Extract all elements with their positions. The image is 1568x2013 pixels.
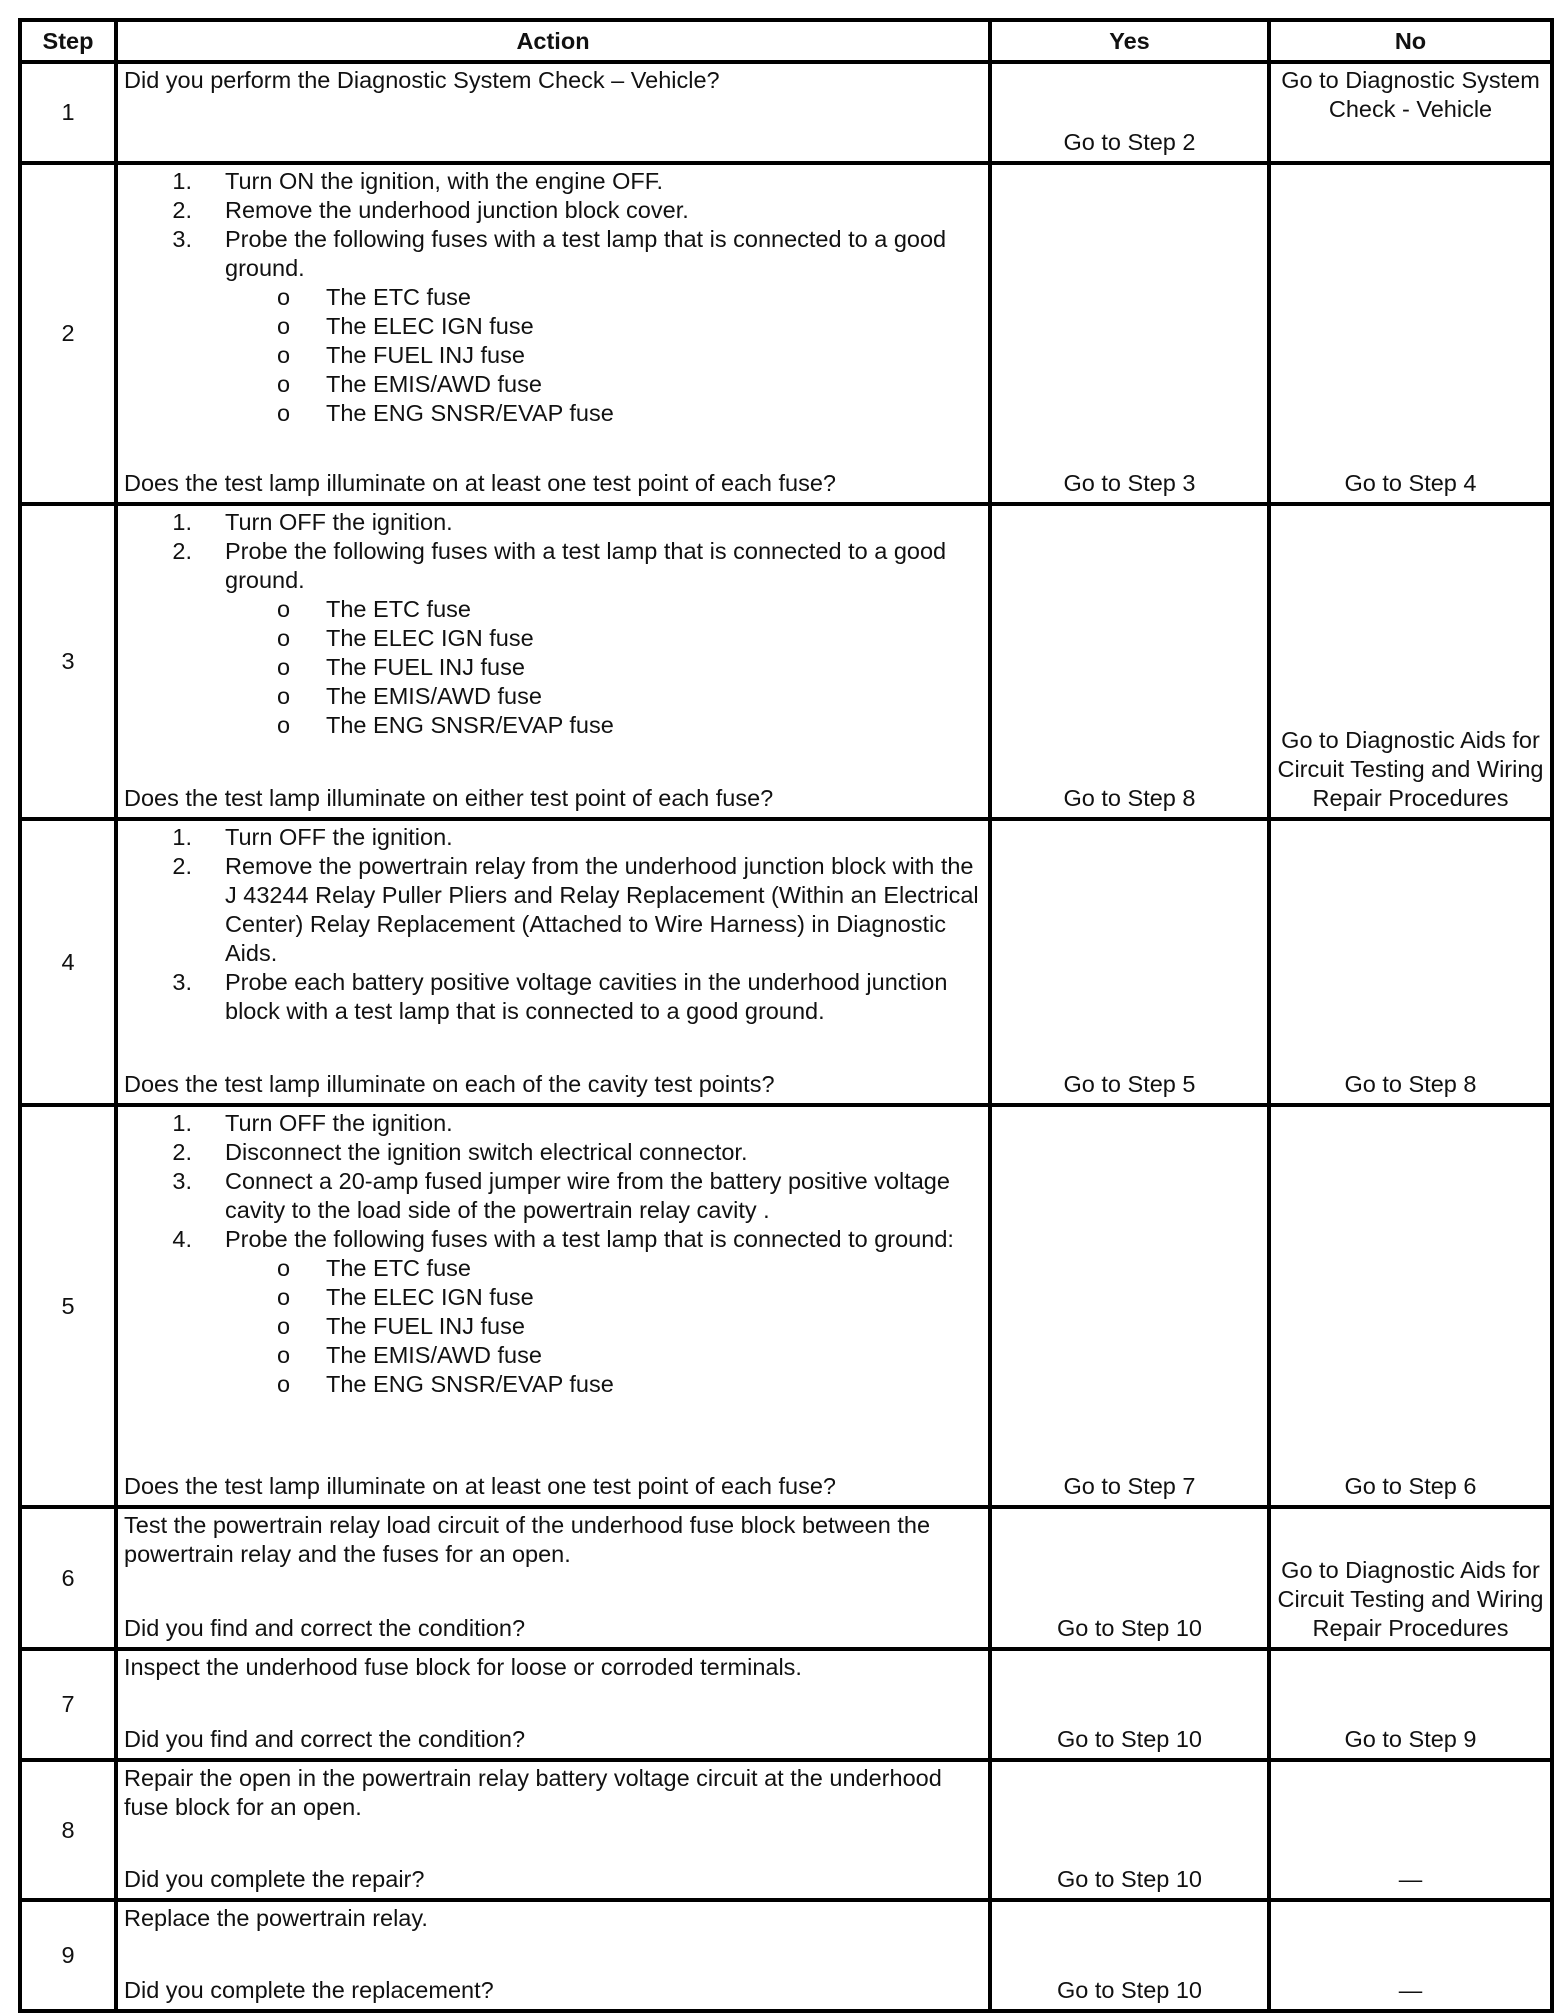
action-intro: Replace the powertrain relay. — [124, 1905, 428, 1931]
fuse-list-item: o The ENG SNSR/EVAP fuse — [326, 1370, 982, 1399]
action-body — [124, 66, 982, 95]
header-yes: Yes — [990, 20, 1269, 62]
yes-result: Go to Step 10 — [990, 1649, 1269, 1760]
action-body — [124, 1653, 982, 1682]
procedure-item-text: Turn OFF the ignition. — [225, 509, 453, 535]
fuse-list-item: o The EMIS/AWD fuse — [326, 1341, 982, 1370]
procedure-item — [225, 823, 982, 852]
yes-result: Go to Step 2 — [990, 62, 1269, 163]
fuse-list-item: o The ELEC IGN fuse — [326, 624, 982, 653]
fuse-list-item: o The ELEC IGN fuse — [326, 1283, 982, 1312]
action-body — [124, 1904, 982, 1933]
procedure-item — [225, 508, 982, 537]
yes-result: Go to Step 8 — [990, 504, 1269, 819]
action-question: Does the test lamp illuminate on each of the cavity test points? — [124, 1071, 775, 1097]
procedure-item — [225, 537, 982, 740]
step-number: 9 — [20, 1900, 116, 2011]
action-cell — [116, 62, 990, 163]
fuse-list — [225, 283, 982, 428]
fuse-list-item: o The EMIS/AWD fuse — [326, 370, 982, 399]
action-cell — [116, 163, 990, 504]
action-body — [124, 1764, 982, 1822]
action-intro: Test the powertrain relay load circuit of the underhood fuse block between the powertrain relay and the fuses for an open. — [124, 1512, 931, 1567]
step-number: 8 — [20, 1760, 116, 1900]
diagnostic-table — [18, 18, 1554, 2013]
fuse-list-item: o The FUEL INJ fuse — [326, 1312, 982, 1341]
procedure-item — [225, 167, 982, 196]
fuse-list-item: o The ENG SNSR/EVAP fuse — [326, 399, 982, 428]
table-row — [20, 1507, 1552, 1649]
step-number: 5 — [20, 1105, 116, 1507]
fuse-list-item: o The ELEC IGN fuse — [326, 312, 982, 341]
action-cell — [116, 504, 990, 819]
fuse-list-item: o The ENG SNSR/EVAP fuse — [326, 711, 982, 740]
yes-result: Go to Step 10 — [990, 1900, 1269, 2011]
procedure-item — [225, 852, 982, 968]
table-row — [20, 1900, 1552, 2011]
action-cell — [116, 1760, 990, 1900]
action-question: Did you perform the Diagnostic System Check – Vehicle? — [124, 67, 720, 93]
header-step: Step — [20, 20, 116, 62]
fuse-list-item: o The ETC fuse — [326, 1254, 982, 1283]
table-row — [20, 1105, 1552, 1507]
table-row — [20, 62, 1552, 163]
procedure-list — [124, 1109, 982, 1399]
step-number: 2 — [20, 163, 116, 504]
no-result: — — [1269, 1900, 1552, 2011]
fuse-list — [225, 1254, 982, 1399]
no-result: Go to Step 6 — [1269, 1105, 1552, 1507]
procedure-item-text: Remove the underhood junction block cover. — [225, 197, 689, 223]
action-body — [124, 823, 982, 1026]
procedure-item-text: Turn OFF the ignition. — [225, 824, 453, 850]
action-question: Did you complete the replacement? — [124, 1977, 494, 2003]
action-cell — [116, 819, 990, 1105]
table-row — [20, 1760, 1552, 1900]
no-result: Go to Step 8 — [1269, 819, 1552, 1105]
fuse-list — [225, 595, 982, 740]
yes-result: Go to Step 3 — [990, 163, 1269, 504]
procedure-item — [225, 196, 982, 225]
yes-result: Go to Step 7 — [990, 1105, 1269, 1507]
fuse-list-item: o The FUEL INJ fuse — [326, 653, 982, 682]
action-question: Does the test lamp illuminate on either test point of each fuse? — [124, 785, 774, 811]
yes-result: Go to Step 5 — [990, 819, 1269, 1105]
table-row — [20, 819, 1552, 1105]
action-body — [124, 508, 982, 740]
procedure-item-text: Turn ON the ignition, with the engine OFF. — [225, 168, 664, 194]
header-action: Action — [116, 20, 990, 62]
procedure-item-text: Probe the following fuses with a test lamp that is connected to a good ground. — [225, 226, 947, 281]
procedure-list — [124, 167, 982, 428]
procedure-item-text: Probe each battery positive voltage cavities in the underhood junction block with a test lamp that is connected to a good ground. — [225, 969, 948, 1024]
no-result: Go to Diagnostic Aids for Circuit Testing and Wiring Repair Procedures — [1269, 504, 1552, 819]
step-number: 3 — [20, 504, 116, 819]
procedure-item — [225, 968, 982, 1026]
action-body — [124, 167, 982, 428]
table-row — [20, 504, 1552, 819]
header-row — [20, 20, 1552, 62]
action-question: Does the test lamp illuminate on at least one test point of each fuse? — [124, 470, 836, 496]
step-number: 7 — [20, 1649, 116, 1760]
procedure-item-text: Probe the following fuses with a test lamp that is connected to ground: — [225, 1226, 954, 1252]
yes-result: Go to Step 10 — [990, 1507, 1269, 1649]
table-row — [20, 1649, 1552, 1760]
procedure-item — [225, 1109, 982, 1138]
procedure-list — [124, 508, 982, 740]
no-result: Go to Diagnostic System Check - Vehicle — [1269, 62, 1552, 163]
step-number: 1 — [20, 62, 116, 163]
action-intro: Repair the open in the powertrain relay battery voltage circuit at the underhood fuse block for an open. — [124, 1765, 942, 1820]
procedure-item-text: Disconnect the ignition switch electrical connector. — [225, 1139, 748, 1165]
procedure-item — [225, 1138, 982, 1167]
no-result: — — [1269, 1760, 1552, 1900]
action-cell — [116, 1507, 990, 1649]
no-result: Go to Diagnostic Aids for Circuit Testing and Wiring Repair Procedures — [1269, 1507, 1552, 1649]
action-body — [124, 1511, 982, 1569]
action-question: Does the test lamp illuminate on at least one test point of each fuse? — [124, 1473, 836, 1499]
action-question: Did you find and correct the condition? — [124, 1726, 526, 1752]
action-cell — [116, 1900, 990, 2011]
procedure-item — [225, 1167, 982, 1225]
procedure-list — [124, 823, 982, 1026]
yes-result: Go to Step 10 — [990, 1760, 1269, 1900]
step-number: 4 — [20, 819, 116, 1105]
procedure-item-text: Turn OFF the ignition. — [225, 1110, 453, 1136]
action-cell — [116, 1649, 990, 1760]
procedure-item — [225, 1225, 982, 1399]
fuse-list-item: o The ETC fuse — [326, 283, 982, 312]
fuse-list-item: o The ETC fuse — [326, 595, 982, 624]
procedure-item-text: Remove the powertrain relay from the underhood junction block with the J 43244 Relay Puller Pliers and Relay Replacement (Within an Electrical Center) Relay Replacement (Attached to Wire Harness) in Diagnostic Aids. — [225, 853, 979, 966]
action-intro: Inspect the underhood fuse block for loose or corroded terminals. — [124, 1654, 802, 1680]
no-result: Go to Step 4 — [1269, 163, 1552, 504]
table-row — [20, 163, 1552, 504]
no-result: Go to Step 9 — [1269, 1649, 1552, 1760]
procedure-item-text: Probe the following fuses with a test lamp that is connected to a good ground. — [225, 538, 947, 593]
procedure-item — [225, 225, 982, 428]
action-question: Did you complete the repair? — [124, 1866, 425, 1892]
step-number: 6 — [20, 1507, 116, 1649]
procedure-item-text: Connect a 20-amp fused jumper wire from the battery positive voltage cavity to the load side of the powertrain relay cavity . — [225, 1168, 950, 1223]
header-no: No — [1269, 20, 1552, 62]
fuse-list-item: o The EMIS/AWD fuse — [326, 682, 982, 711]
action-question: Did you find and correct the condition? — [124, 1615, 526, 1641]
action-cell — [116, 1105, 990, 1507]
action-body — [124, 1109, 982, 1399]
fuse-list-item: o The FUEL INJ fuse — [326, 341, 982, 370]
